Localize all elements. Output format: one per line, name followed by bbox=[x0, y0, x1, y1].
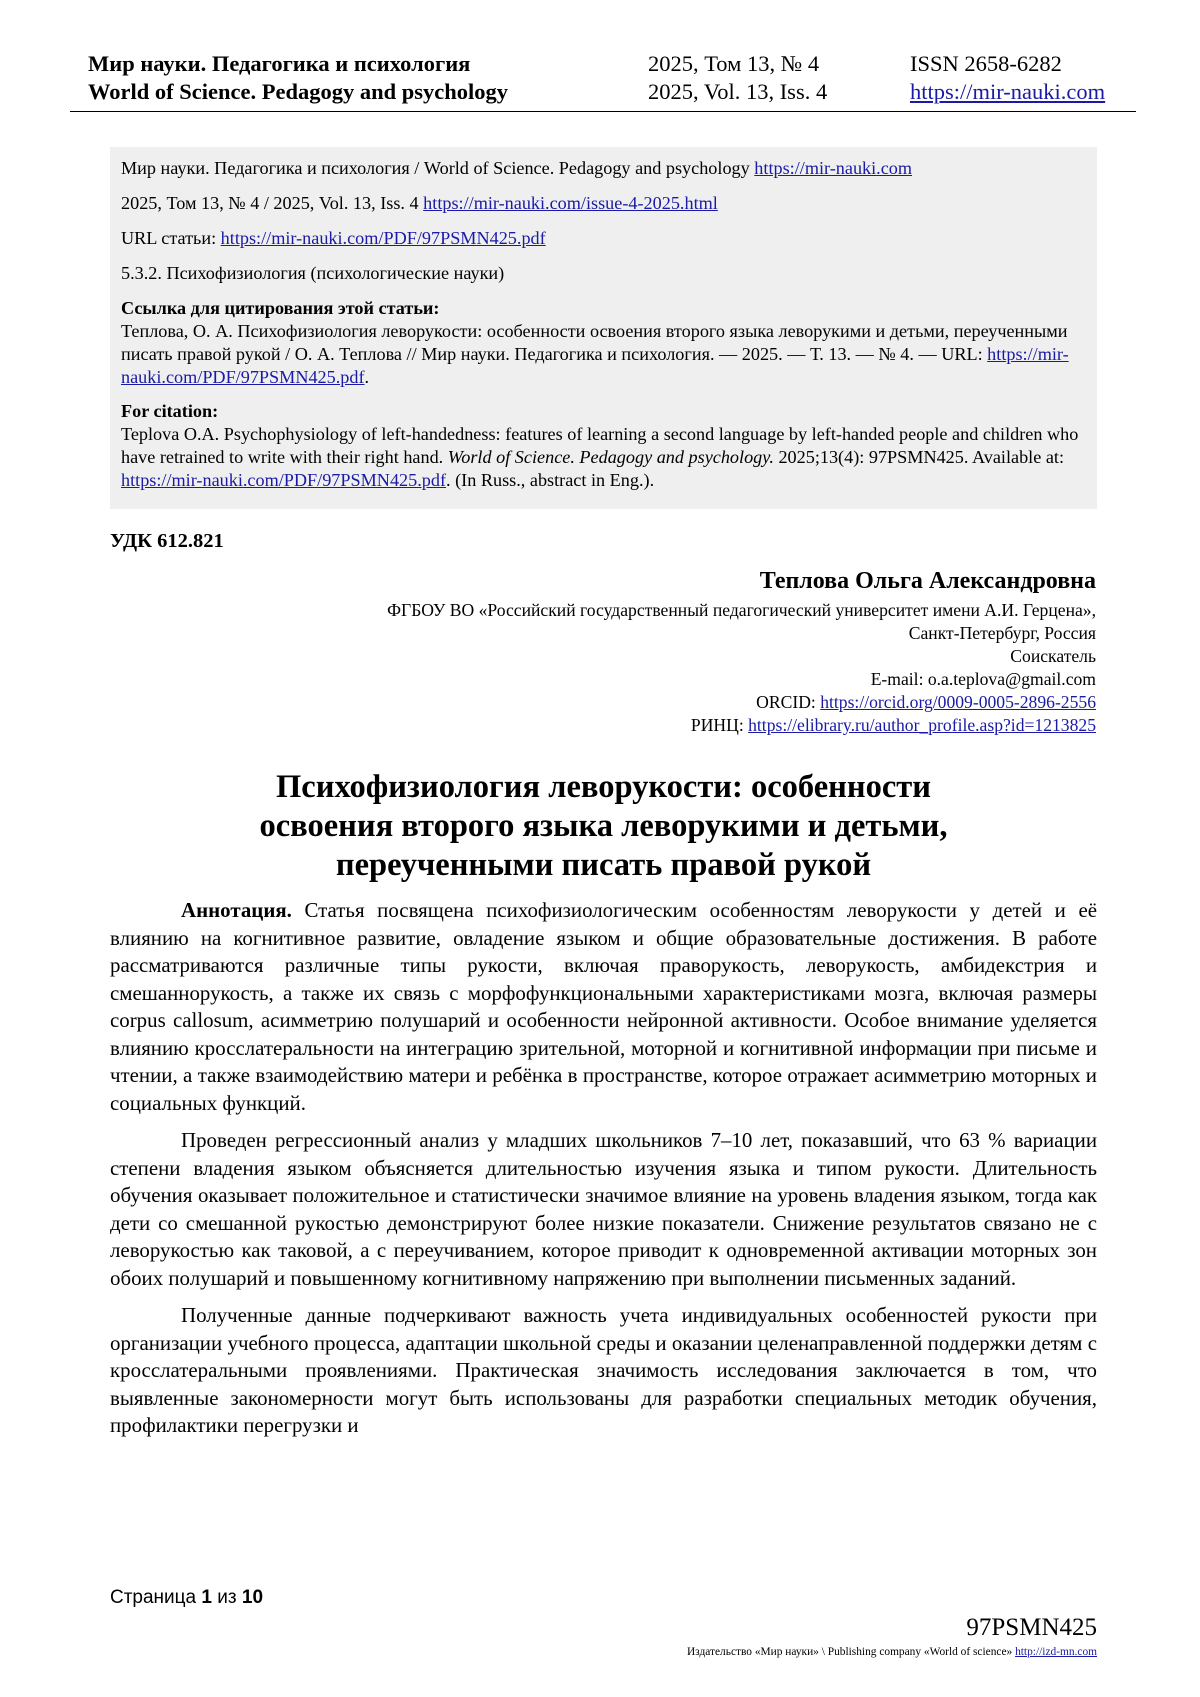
citation-ru-heading: Ссылка для цитирования этой статьи: bbox=[121, 298, 440, 318]
author-email: E-mail: o.a.teplova@gmail.com bbox=[870, 669, 1096, 689]
citation-en-journal: World of Science. Pedagogy and psychology. bbox=[447, 447, 774, 467]
issn: ISSN 2658-6282 bbox=[910, 51, 1062, 76]
citation-ru-link[interactable]: https://mir-nauki.com/PDF/97PSMN425.pdf bbox=[121, 344, 1069, 387]
publisher-link[interactable]: http://izd-mn.com bbox=[1015, 1646, 1097, 1658]
issue-block bbox=[648, 50, 827, 106]
header-divider bbox=[70, 111, 1136, 112]
journal-link[interactable]: https://mir-nauki.com bbox=[754, 158, 913, 178]
abstract-paragraph: Полученные данные подчеркивают важность учета индивидуальных особенностей рукости при организации учебного процесса, адаптации школьной среды и оказании целенаправленной поддержки детям с кросслатеральными проявлениями. Практическая значимость исследования заключается в том, что выявленные закономерности могут быть использованы для разработки специальных методик обучения, профилактики перегрузки и bbox=[110, 1303, 1097, 1437]
issue-line: 2025, Том 13, № 4 / 2025, Vol. 13, Iss. 4 https://mir-nauki.com/issue-4-2025.html bbox=[121, 193, 718, 213]
journal-line: Мир науки. Педагогика и психология / World of Science. Pedagogy and psychology https://mir-nauki.com bbox=[121, 158, 913, 178]
issn-block bbox=[910, 50, 1105, 106]
author-rinc: РИНЦ: https://elibrary.ru/author_profile.asp?id=1213825 bbox=[690, 715, 1096, 735]
publisher-line: Издательство «Мир науки» \ Publishing company «World of science» http://izd-mn.com bbox=[686, 1646, 1097, 1658]
udk-code: УДК 612.821 bbox=[110, 530, 224, 552]
article-title bbox=[110, 768, 1097, 885]
citation-info-box bbox=[110, 147, 1097, 509]
author-block bbox=[387, 566, 1096, 737]
issue-ru: 2025, Том 13, № 4 bbox=[648, 51, 820, 76]
issue-link[interactable]: https://mir-nauki.com/issue-4-2025.html bbox=[423, 193, 718, 213]
citation-en-link[interactable]: https://mir-nauki.com/PDF/97PSMN425.pdf bbox=[121, 470, 447, 490]
author-name: Теплова Ольга Александровна bbox=[759, 568, 1096, 594]
title-line: переученными писать правой рукой bbox=[335, 847, 872, 883]
site-link[interactable]: https://mir-nauki.com bbox=[910, 79, 1106, 104]
author-status: Соискатель bbox=[1010, 646, 1096, 666]
article-url-line: URL статьи: https://mir-nauki.com/PDF/97PSMN425.pdf bbox=[121, 228, 546, 248]
author-city: Санкт-Петербург, Россия bbox=[908, 623, 1096, 643]
page-number: Страница 1 из 10 bbox=[110, 1587, 264, 1608]
article-code: 97PSMN425 bbox=[966, 1614, 1097, 1641]
abstract-paragraph: Проведен регрессионный анализ у младших школьников 7–10 лет, показавший, что 63 % вариации степени владения языком объясняется длительностью изучения языка и типом рукости. Длительность обучения оказывает положительное и статистически значимое влияние на уровень владения языком, тогда как дети со смешанной рукостью демонстрируют более низкие показатели. Снижение результатов связано не с леворукостью как таковой, а с переучиванием, которое приводит к одновременной активации моторных зон обоих полушарий и повышенному когнитивному напряжению при выполнении письменных заданий. bbox=[110, 1128, 1097, 1290]
rinc-link[interactable]: https://elibrary.ru/author_profile.asp?id=1213825 bbox=[748, 715, 1096, 735]
citation-en-heading: For citation: bbox=[121, 401, 219, 421]
abstract-label: Аннотация. bbox=[181, 898, 292, 922]
issue-en: 2025, Vol. 13, Iss. 4 bbox=[648, 79, 828, 104]
author-affiliation: ФГБОУ ВО «Российский государственный педагогический университет имени А.И. Герцена», bbox=[387, 600, 1096, 620]
journal-title-block bbox=[88, 50, 508, 106]
abstract bbox=[110, 897, 1097, 1450]
citation-ru-text: Теплова, О. А. Психофизиология леворукости: особенности освоения второго языка леворукими и детьми, переученными писать правой рукой / О. А. Теплова // Мир науки. Педагогика и психология. — 2025. — Т. 13. — № 4. — URL: https://mir-nauki.com/PDF/97PSMN425.pdf. bbox=[121, 321, 1069, 387]
title-line: освоения второго языка леворукими и детьми, bbox=[259, 808, 948, 844]
orcid-link[interactable]: https://orcid.org/0009-0005-2896-2556 bbox=[820, 692, 1096, 712]
abstract-paragraph: Аннотация. Статья посвящена психофизиологическим особенностям леворукости у детей и её влиянию на когнитивное развитие, овладение языком и общие образовательные достижения. В работе рассматриваются различные типы рукости, включая праворукость, леворукость, амбидекстрия и смешаннорукость, а также их связь с морфофункциональными характеристиками мозга, включая размеры corpus callosum, асимметрию полушарий и особенности нейронной активности. Особое внимание уделяется влиянию кросслатеральности на интеграцию зрительной, моторной и когнитивной информации при письме и чтении, а также взаимодействию матери и ребёнка в пространстве, которое отражает асимметрию моторных и социальных функций. bbox=[110, 898, 1097, 1115]
journal-title-en: World of Science. Pedagogy and psychology bbox=[88, 79, 509, 104]
title-line: Психофизиология леворукости: особенности bbox=[276, 769, 931, 805]
specialty-line: 5.3.2. Психофизиология (психологические науки) bbox=[121, 263, 505, 283]
journal-title-ru: Мир науки. Педагогика и психология bbox=[88, 51, 471, 76]
article-url-link[interactable]: https://mir-nauki.com/PDF/97PSMN425.pdf bbox=[220, 228, 546, 248]
citation-en-text: Teplova O.A. Psychophysiology of left-handedness: features of learning a second language by left-handed people and children who have retrained to write with their right hand. World of Science. Pedagogy and psychology. 2025;13(4): 97PSMN425. Available at: https://mir-nauki.com/PDF/97PSMN425.pdf. (In Russ., abstract in Eng.). bbox=[121, 424, 1079, 490]
author-orcid: ORCID: https://orcid.org/0009-0005-2896-2556 bbox=[756, 692, 1096, 712]
